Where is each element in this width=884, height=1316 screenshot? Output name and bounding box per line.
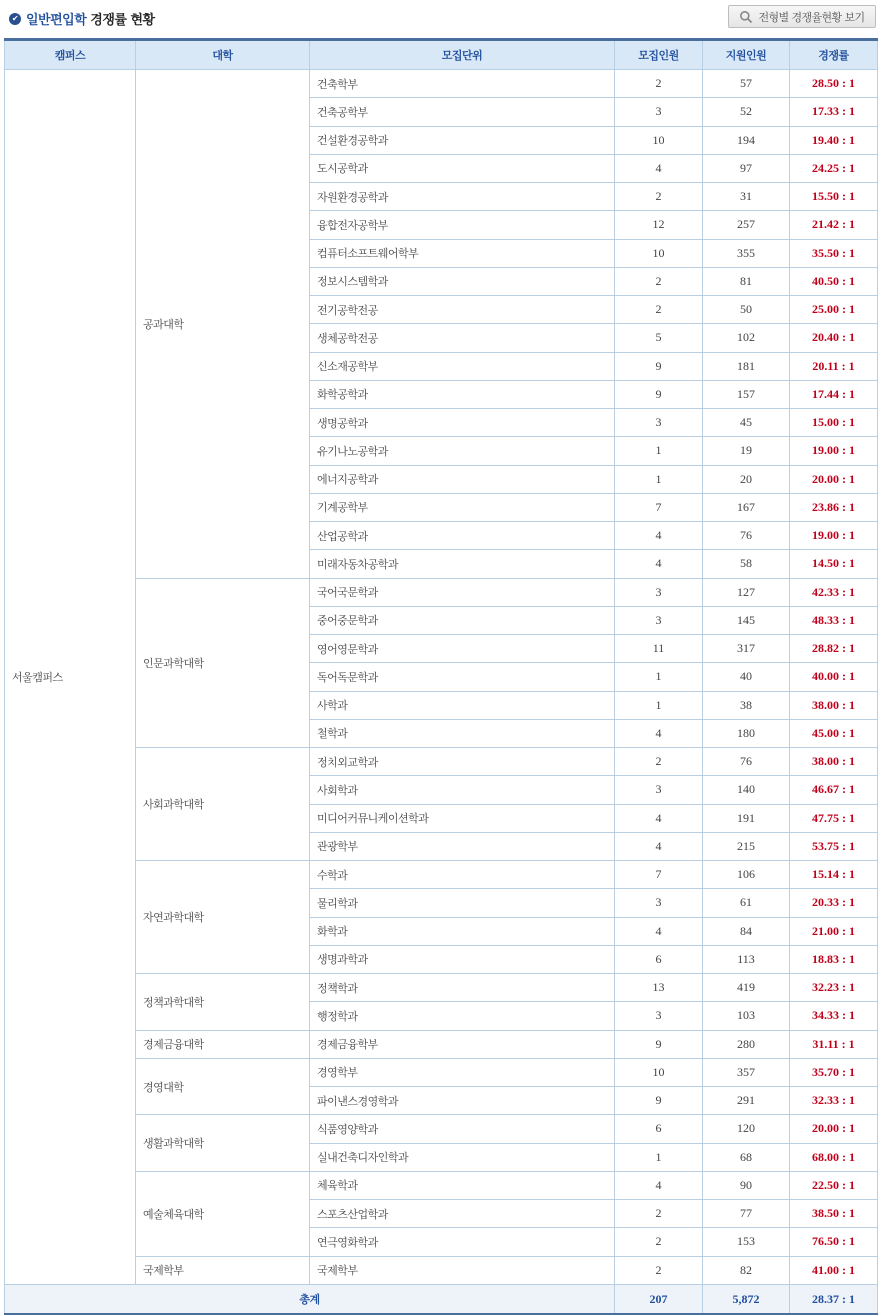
unit-cell: 철학과 [310,719,615,747]
quota-cell: 7 [615,493,703,521]
quota-cell: 9 [615,380,703,408]
table-row [5,1115,878,1143]
quota-cell: 2 [615,1200,703,1228]
college-cell: 경제금융대학 [136,1030,310,1058]
quota-cell: 3 [615,1002,703,1030]
competition-rate-table [4,38,878,1315]
total-ratio: 28.37 : 1 [790,1284,878,1314]
ratio-cell: 45.00 : 1 [790,719,878,747]
ratio-cell: 20.00 : 1 [790,465,878,493]
quota-cell: 1 [615,465,703,493]
quota-cell: 3 [615,578,703,606]
quota-cell: 9 [615,352,703,380]
applicants-cell: 157 [703,380,790,408]
header-college: 대학 [136,40,310,70]
quota-cell: 10 [615,239,703,267]
ratio-cell: 34.33 : 1 [790,1002,878,1030]
table-row [5,70,878,98]
section-header [0,0,884,36]
applicants-cell: 68 [703,1143,790,1171]
ratio-cell: 14.50 : 1 [790,550,878,578]
table-row [5,1030,878,1058]
ratio-cell: 53.75 : 1 [790,832,878,860]
quota-cell: 4 [615,804,703,832]
unit-cell: 도시공학과 [310,154,615,182]
ratio-cell: 31.11 : 1 [790,1030,878,1058]
unit-cell: 관광학부 [310,832,615,860]
header-applicants: 지원인원 [703,40,790,70]
quota-cell: 2 [615,1256,703,1284]
unit-cell: 건축학부 [310,70,615,98]
college-cell: 경영대학 [136,1058,310,1115]
unit-cell: 영어영문학과 [310,635,615,663]
applicants-cell: 40 [703,663,790,691]
quota-cell: 4 [615,719,703,747]
applicants-cell: 357 [703,1058,790,1086]
applicants-cell: 84 [703,917,790,945]
ratio-cell: 41.00 : 1 [790,1256,878,1284]
unit-cell: 국제학부 [310,1256,615,1284]
unit-cell: 물리학과 [310,889,615,917]
college-cell: 자연과학대학 [136,861,310,974]
unit-cell: 정치외교학과 [310,748,615,776]
unit-cell: 유기나노공학과 [310,437,615,465]
unit-cell: 중어중문학과 [310,606,615,634]
applicants-cell: 52 [703,98,790,126]
unit-cell: 화학공학과 [310,380,615,408]
unit-cell: 화학과 [310,917,615,945]
unit-cell: 정책학과 [310,974,615,1002]
ratio-cell: 68.00 : 1 [790,1143,878,1171]
applicants-cell: 215 [703,832,790,860]
ratio-cell: 20.33 : 1 [790,889,878,917]
applicants-cell: 153 [703,1228,790,1256]
applicants-cell: 194 [703,126,790,154]
quota-cell: 1 [615,437,703,465]
unit-cell: 생명과학과 [310,945,615,973]
ratio-cell: 25.00 : 1 [790,296,878,324]
table-body [5,70,878,1315]
unit-cell: 연극영화학과 [310,1228,615,1256]
applicants-cell: 106 [703,861,790,889]
applicants-cell: 103 [703,1002,790,1030]
college-cell: 예술체육대학 [136,1171,310,1256]
applicants-cell: 38 [703,691,790,719]
applicants-cell: 45 [703,409,790,437]
header-campus: 캠퍼스 [5,40,136,70]
ratio-cell: 19.40 : 1 [790,126,878,154]
unit-cell: 식품영양학과 [310,1115,615,1143]
section-title [9,9,155,28]
quota-cell: 10 [615,1058,703,1086]
quota-cell: 3 [615,98,703,126]
applicants-cell: 419 [703,974,790,1002]
quota-cell: 2 [615,70,703,98]
quota-cell: 3 [615,889,703,917]
title-rest: 경쟁률 현황 [90,13,155,28]
ratio-cell: 35.50 : 1 [790,239,878,267]
quota-cell: 9 [615,1030,703,1058]
quota-cell: 2 [615,748,703,776]
quota-cell: 2 [615,296,703,324]
quota-cell: 5 [615,324,703,352]
unit-cell: 사학과 [310,691,615,719]
applicants-cell: 180 [703,719,790,747]
quota-cell: 1 [615,691,703,719]
college-cell: 인문과학대학 [136,578,310,748]
quota-cell: 4 [615,1171,703,1199]
header-quota: 모집인원 [615,40,703,70]
applicants-cell: 120 [703,1115,790,1143]
table-row [5,1171,878,1199]
quota-cell: 1 [615,663,703,691]
unit-cell: 미디어커뮤니케이션학과 [310,804,615,832]
unit-cell: 에너지공학과 [310,465,615,493]
view-by-admission-type-button[interactable] [728,5,876,28]
campus-cell: 서울캠퍼스 [5,70,136,1285]
unit-cell: 행정학과 [310,1002,615,1030]
unit-cell: 생명공학과 [310,409,615,437]
ratio-cell: 15.00 : 1 [790,409,878,437]
applicants-cell: 317 [703,635,790,663]
ratio-cell: 38.00 : 1 [790,691,878,719]
ratio-cell: 21.00 : 1 [790,917,878,945]
quota-cell: 4 [615,917,703,945]
ratio-cell: 28.50 : 1 [790,70,878,98]
college-cell: 생활과학대학 [136,1115,310,1172]
ratio-cell: 15.50 : 1 [790,183,878,211]
ratio-cell: 18.83 : 1 [790,945,878,973]
unit-cell: 체육학과 [310,1171,615,1199]
applicants-cell: 280 [703,1030,790,1058]
ratio-cell: 20.40 : 1 [790,324,878,352]
applicants-cell: 19 [703,437,790,465]
table-row [5,1256,878,1284]
ratio-cell: 17.44 : 1 [790,380,878,408]
unit-cell: 실내건축디자인학과 [310,1143,615,1171]
unit-cell: 국어국문학과 [310,578,615,606]
college-cell: 공과대학 [136,70,310,579]
unit-cell: 경영학부 [310,1058,615,1086]
quota-cell: 2 [615,1228,703,1256]
ratio-cell: 15.14 : 1 [790,861,878,889]
ratio-cell: 38.00 : 1 [790,748,878,776]
quota-cell: 9 [615,1087,703,1115]
quota-cell: 10 [615,126,703,154]
quota-cell: 2 [615,183,703,211]
table-row [5,748,878,776]
unit-cell: 사회학과 [310,776,615,804]
applicants-cell: 167 [703,493,790,521]
college-cell: 국제학부 [136,1256,310,1284]
applicants-cell: 58 [703,550,790,578]
unit-cell: 수학과 [310,861,615,889]
quota-cell: 13 [615,974,703,1002]
quota-cell: 11 [615,635,703,663]
table-header-row [5,40,878,70]
unit-cell: 기계공학부 [310,493,615,521]
unit-cell: 독어독문학과 [310,663,615,691]
ratio-cell: 20.00 : 1 [790,1115,878,1143]
applicants-cell: 50 [703,296,790,324]
applicants-cell: 113 [703,945,790,973]
unit-cell: 건축공학부 [310,98,615,126]
applicants-cell: 77 [703,1200,790,1228]
ratio-cell: 19.00 : 1 [790,437,878,465]
applicants-cell: 140 [703,776,790,804]
ratio-cell: 48.33 : 1 [790,606,878,634]
applicants-cell: 61 [703,889,790,917]
ratio-cell: 32.33 : 1 [790,1087,878,1115]
applicants-cell: 31 [703,183,790,211]
title-accent: 일반편입학 [26,13,87,28]
applicants-cell: 90 [703,1171,790,1199]
ratio-cell: 17.33 : 1 [790,98,878,126]
quota-cell: 1 [615,1143,703,1171]
applicants-cell: 355 [703,239,790,267]
college-cell: 정책과학대학 [136,974,310,1031]
ratio-cell: 28.82 : 1 [790,635,878,663]
ratio-cell: 22.50 : 1 [790,1171,878,1199]
unit-cell: 산업공학과 [310,522,615,550]
total-quota: 207 [615,1284,703,1314]
quota-cell: 4 [615,550,703,578]
unit-cell: 컴퓨터소프트웨어학부 [310,239,615,267]
quota-cell: 2 [615,267,703,295]
search-icon [739,10,753,24]
ratio-cell: 76.50 : 1 [790,1228,878,1256]
table-row [5,578,878,606]
applicants-cell: 102 [703,324,790,352]
applicants-cell: 181 [703,352,790,380]
applicants-cell: 20 [703,465,790,493]
applicants-cell: 145 [703,606,790,634]
total-label: 총계 [5,1284,615,1314]
ratio-cell: 35.70 : 1 [790,1058,878,1086]
unit-cell: 자원환경공학과 [310,183,615,211]
ratio-cell: 40.50 : 1 [790,267,878,295]
check-circle-icon: ✔ [9,13,21,25]
applicants-cell: 257 [703,211,790,239]
table-row [5,1058,878,1086]
applicants-cell: 82 [703,1256,790,1284]
unit-cell: 신소재공학부 [310,352,615,380]
ratio-cell: 23.86 : 1 [790,493,878,521]
unit-cell: 융합전자공학부 [310,211,615,239]
applicants-cell: 76 [703,522,790,550]
applicants-cell: 127 [703,578,790,606]
unit-cell: 경제금융학부 [310,1030,615,1058]
table-row [5,974,878,1002]
quota-cell: 3 [615,606,703,634]
unit-cell: 건설환경공학과 [310,126,615,154]
quota-cell: 4 [615,832,703,860]
college-cell: 사회과학대학 [136,748,310,861]
unit-cell: 스포츠산업학과 [310,1200,615,1228]
quota-cell: 6 [615,1115,703,1143]
ratio-cell: 46.67 : 1 [790,776,878,804]
applicants-cell: 97 [703,154,790,182]
quota-cell: 6 [615,945,703,973]
ratio-cell: 47.75 : 1 [790,804,878,832]
quota-cell: 12 [615,211,703,239]
table-row [5,861,878,889]
applicants-cell: 291 [703,1087,790,1115]
applicants-cell: 76 [703,748,790,776]
ratio-cell: 24.25 : 1 [790,154,878,182]
ratio-cell: 42.33 : 1 [790,578,878,606]
applicants-cell: 81 [703,267,790,295]
quota-cell: 7 [615,861,703,889]
header-ratio: 경쟁률 [790,40,878,70]
view-button-label: 전형별 경쟁율현황 보기 [758,10,865,24]
total-row [5,1284,878,1314]
applicants-cell: 57 [703,70,790,98]
unit-cell: 파이낸스경영학과 [310,1087,615,1115]
unit-cell: 전기공학전공 [310,296,615,324]
ratio-cell: 40.00 : 1 [790,663,878,691]
ratio-cell: 32.23 : 1 [790,974,878,1002]
quota-cell: 4 [615,522,703,550]
unit-cell: 정보시스템학과 [310,267,615,295]
quota-cell: 4 [615,154,703,182]
quota-cell: 3 [615,776,703,804]
ratio-cell: 20.11 : 1 [790,352,878,380]
ratio-cell: 38.50 : 1 [790,1200,878,1228]
header-unit: 모집단위 [310,40,615,70]
quota-cell: 3 [615,409,703,437]
unit-cell: 생체공학전공 [310,324,615,352]
ratio-cell: 21.42 : 1 [790,211,878,239]
ratio-cell: 19.00 : 1 [790,522,878,550]
total-applicants: 5,872 [703,1284,790,1314]
unit-cell: 미래자동차공학과 [310,550,615,578]
applicants-cell: 191 [703,804,790,832]
